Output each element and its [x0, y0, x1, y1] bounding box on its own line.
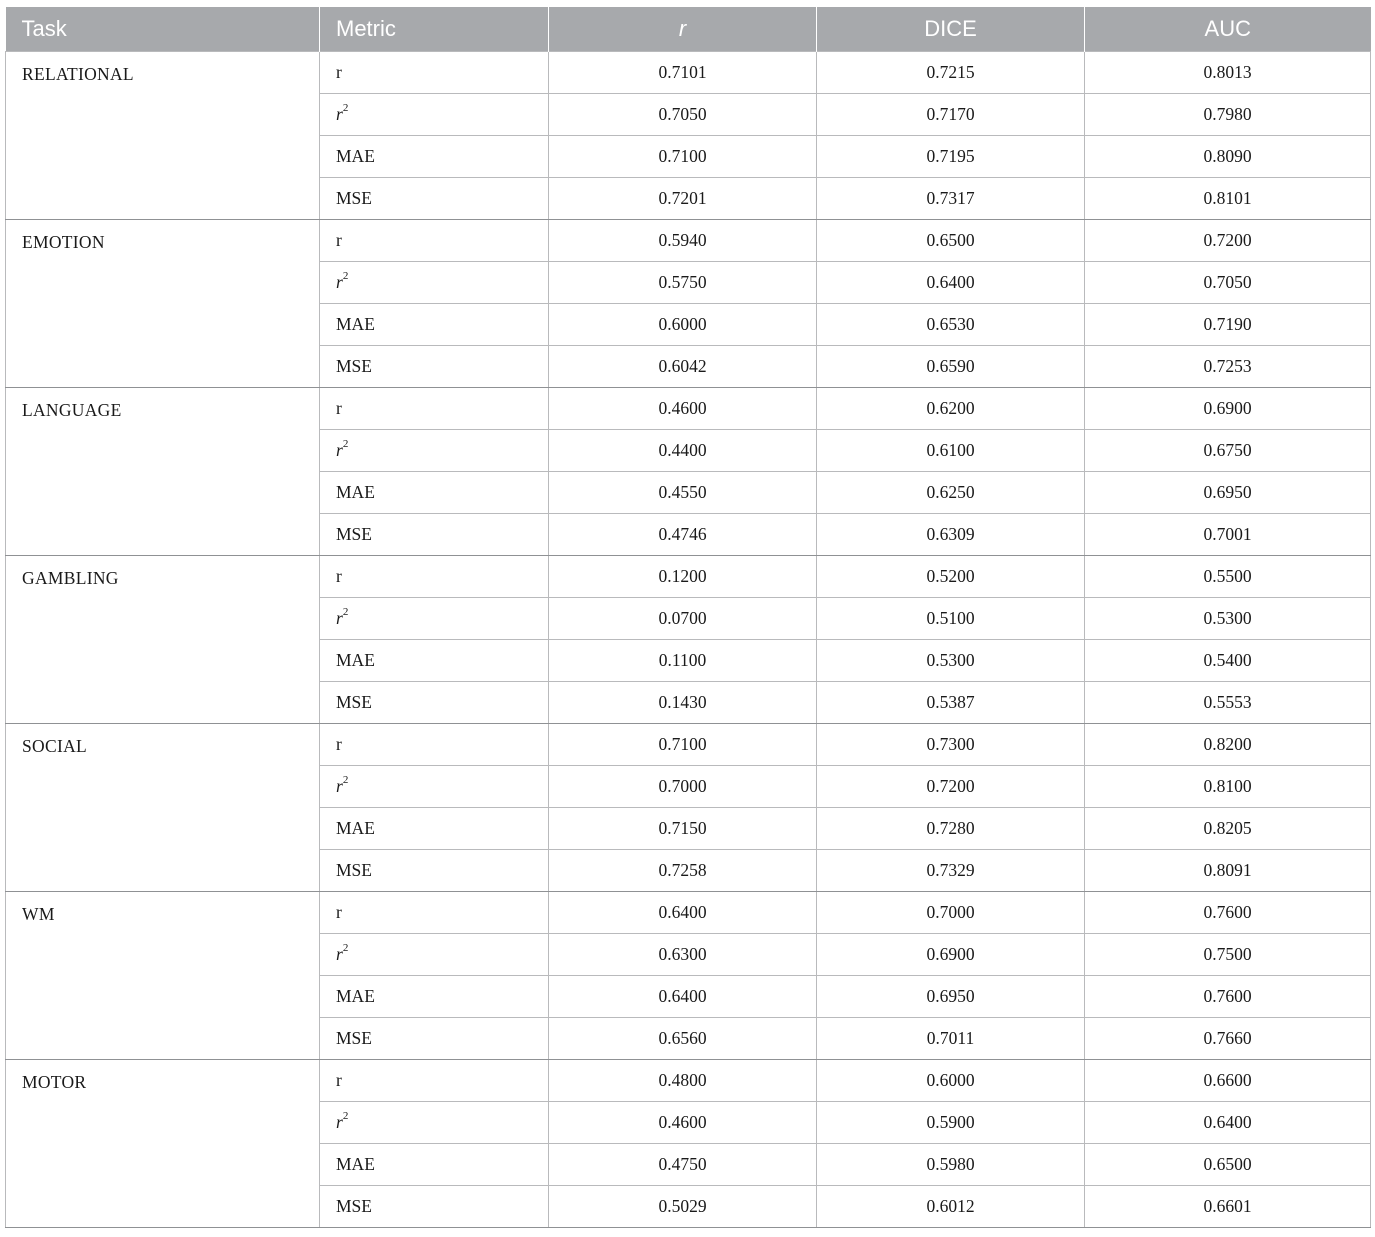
dice-value-cell: 0.6100	[817, 429, 1085, 471]
metric-cell: r	[320, 387, 549, 429]
auc-value-cell: 0.7001	[1085, 513, 1371, 555]
dice-value-cell: 0.5387	[817, 681, 1085, 723]
metric-cell: MSE	[320, 345, 549, 387]
metric-r-squared-base: r	[336, 439, 343, 460]
r-value-cell: 0.5750	[549, 261, 817, 303]
r-value-cell: 0.7258	[549, 849, 817, 891]
metric-r-squared-exponent: 2	[342, 605, 349, 618]
r-value-cell: 0.0700	[549, 597, 817, 639]
metric-cell: r	[320, 1059, 549, 1101]
metric-r-squared-exponent: 2	[342, 941, 349, 954]
table-row	[6, 219, 1371, 261]
metric-cell: MSE	[320, 1185, 549, 1227]
metric-r-squared-exponent: 2	[342, 1109, 349, 1122]
dice-value-cell: 0.5100	[817, 597, 1085, 639]
metric-cell	[320, 597, 549, 639]
r-value-cell: 0.7101	[549, 51, 817, 93]
r-value-cell: 0.7000	[549, 765, 817, 807]
metric-r-squared-base: r	[336, 943, 343, 964]
auc-value-cell: 0.6900	[1085, 387, 1371, 429]
dice-value-cell: 0.7170	[817, 93, 1085, 135]
task-name-cell: GAMBLING	[6, 555, 320, 723]
metric-r-squared-base: r	[336, 775, 343, 796]
task-name-cell: SOCIAL	[6, 723, 320, 891]
r-value-cell: 0.4600	[549, 1101, 817, 1143]
dice-value-cell: 0.6000	[817, 1059, 1085, 1101]
dice-value-cell: 0.6200	[817, 387, 1085, 429]
auc-value-cell: 0.7190	[1085, 303, 1371, 345]
dice-value-cell: 0.7011	[817, 1017, 1085, 1059]
auc-value-cell: 0.6601	[1085, 1185, 1371, 1227]
dice-value-cell: 0.7200	[817, 765, 1085, 807]
r-value-cell: 0.7150	[549, 807, 817, 849]
auc-value-cell: 0.8100	[1085, 765, 1371, 807]
table-header	[6, 7, 1371, 51]
dice-value-cell: 0.7329	[817, 849, 1085, 891]
dice-value-cell: 0.6250	[817, 471, 1085, 513]
auc-value-cell: 0.7200	[1085, 219, 1371, 261]
auc-value-cell: 0.6750	[1085, 429, 1371, 471]
auc-value-cell: 0.5500	[1085, 555, 1371, 597]
dice-value-cell: 0.5200	[817, 555, 1085, 597]
auc-value-cell: 0.6950	[1085, 471, 1371, 513]
r-value-cell: 0.7201	[549, 177, 817, 219]
r-value-cell: 0.6000	[549, 303, 817, 345]
dice-value-cell: 0.6590	[817, 345, 1085, 387]
table-row	[6, 891, 1371, 933]
metric-cell: MSE	[320, 681, 549, 723]
dice-value-cell: 0.6309	[817, 513, 1085, 555]
metric-cell: MAE	[320, 975, 549, 1017]
r-value-cell: 0.4800	[549, 1059, 817, 1101]
header-row	[6, 7, 1371, 51]
r-value-cell: 0.6042	[549, 345, 817, 387]
auc-value-cell: 0.7500	[1085, 933, 1371, 975]
task-name-cell: EMOTION	[6, 219, 320, 387]
metric-cell	[320, 93, 549, 135]
r-value-cell: 0.5940	[549, 219, 817, 261]
table-row	[6, 387, 1371, 429]
r-value-cell: 0.5029	[549, 1185, 817, 1227]
header-auc: AUC	[1085, 7, 1371, 51]
metric-r-squared-base: r	[336, 1111, 343, 1132]
dice-value-cell: 0.7195	[817, 135, 1085, 177]
r-value-cell: 0.7050	[549, 93, 817, 135]
auc-value-cell: 0.7600	[1085, 975, 1371, 1017]
r-value-cell: 0.1200	[549, 555, 817, 597]
metric-cell: MSE	[320, 177, 549, 219]
auc-value-cell: 0.5300	[1085, 597, 1371, 639]
dice-value-cell: 0.6950	[817, 975, 1085, 1017]
header-dice: DICE	[817, 7, 1085, 51]
task-name-cell: WM	[6, 891, 320, 1059]
dice-value-cell: 0.7300	[817, 723, 1085, 765]
auc-value-cell: 0.7253	[1085, 345, 1371, 387]
metric-cell: MAE	[320, 807, 549, 849]
dice-value-cell: 0.6500	[817, 219, 1085, 261]
r-value-cell: 0.4750	[549, 1143, 817, 1185]
metric-cell: r	[320, 51, 549, 93]
r-value-cell: 0.7100	[549, 723, 817, 765]
table-row	[6, 1059, 1371, 1101]
auc-value-cell: 0.7660	[1085, 1017, 1371, 1059]
metric-cell: MAE	[320, 639, 549, 681]
metric-cell: MSE	[320, 1017, 549, 1059]
header-metric: Metric	[320, 7, 549, 51]
task-name-cell: RELATIONAL	[6, 51, 320, 219]
auc-value-cell: 0.8205	[1085, 807, 1371, 849]
dice-value-cell: 0.6530	[817, 303, 1085, 345]
auc-value-cell: 0.7980	[1085, 93, 1371, 135]
metric-cell: MAE	[320, 471, 549, 513]
metric-r-squared-base: r	[336, 103, 343, 124]
auc-value-cell: 0.5553	[1085, 681, 1371, 723]
metric-cell	[320, 933, 549, 975]
r-value-cell: 0.4746	[549, 513, 817, 555]
metric-cell	[320, 429, 549, 471]
auc-value-cell: 0.6600	[1085, 1059, 1371, 1101]
metric-r-squared-base: r	[336, 607, 343, 628]
metric-cell: MAE	[320, 135, 549, 177]
auc-value-cell: 0.7050	[1085, 261, 1371, 303]
r-value-cell: 0.1100	[549, 639, 817, 681]
r-value-cell: 0.4400	[549, 429, 817, 471]
r-value-cell: 0.7100	[549, 135, 817, 177]
metric-cell: r	[320, 555, 549, 597]
dice-value-cell: 0.7317	[817, 177, 1085, 219]
metric-r-squared-exponent: 2	[342, 773, 349, 786]
auc-value-cell: 0.7600	[1085, 891, 1371, 933]
auc-value-cell: 0.6500	[1085, 1143, 1371, 1185]
dice-value-cell: 0.6012	[817, 1185, 1085, 1227]
metric-r-squared-base: r	[336, 271, 343, 292]
metric-cell	[320, 261, 549, 303]
r-value-cell: 0.6300	[549, 933, 817, 975]
metric-cell: r	[320, 891, 549, 933]
task-name-cell: LANGUAGE	[6, 387, 320, 555]
r-value-cell: 0.4550	[549, 471, 817, 513]
dice-value-cell: 0.5980	[817, 1143, 1085, 1185]
metric-r-squared-exponent: 2	[342, 437, 349, 450]
dice-value-cell: 0.6400	[817, 261, 1085, 303]
header-task: Task	[21, 15, 67, 41]
table-row	[6, 51, 1371, 93]
auc-value-cell: 0.8090	[1085, 135, 1371, 177]
table-row	[6, 723, 1371, 765]
dice-value-cell: 0.5300	[817, 639, 1085, 681]
metric-cell: MSE	[320, 513, 549, 555]
r-value-cell: 0.6400	[549, 975, 817, 1017]
auc-value-cell: 0.8091	[1085, 849, 1371, 891]
metric-cell: MAE	[320, 1143, 549, 1185]
metric-cell: MSE	[320, 849, 549, 891]
dice-value-cell: 0.6900	[817, 933, 1085, 975]
auc-value-cell: 0.5400	[1085, 639, 1371, 681]
dice-value-cell: 0.7000	[817, 891, 1085, 933]
metric-cell: r	[320, 723, 549, 765]
dice-value-cell: 0.5900	[817, 1101, 1085, 1143]
table-body	[6, 51, 1371, 1227]
auc-value-cell: 0.6400	[1085, 1101, 1371, 1143]
metric-cell: r	[320, 219, 549, 261]
metric-cell	[320, 1101, 549, 1143]
dice-value-cell: 0.7280	[817, 807, 1085, 849]
header-r: r	[549, 7, 817, 51]
auc-value-cell: 0.8101	[1085, 177, 1371, 219]
table-row	[6, 555, 1371, 597]
auc-value-cell: 0.8013	[1085, 51, 1371, 93]
r-value-cell: 0.6560	[549, 1017, 817, 1059]
metric-cell	[320, 765, 549, 807]
r-value-cell: 0.6400	[549, 891, 817, 933]
r-value-cell: 0.4600	[549, 387, 817, 429]
task-name-cell: MOTOR	[6, 1059, 320, 1227]
metric-cell: MAE	[320, 303, 549, 345]
r-value-cell: 0.1430	[549, 681, 817, 723]
metric-r-squared-exponent: 2	[342, 101, 349, 114]
auc-value-cell: 0.8200	[1085, 723, 1371, 765]
results-table	[5, 7, 1371, 1228]
dice-value-cell: 0.7215	[817, 51, 1085, 93]
metric-r-squared-exponent: 2	[342, 269, 349, 282]
